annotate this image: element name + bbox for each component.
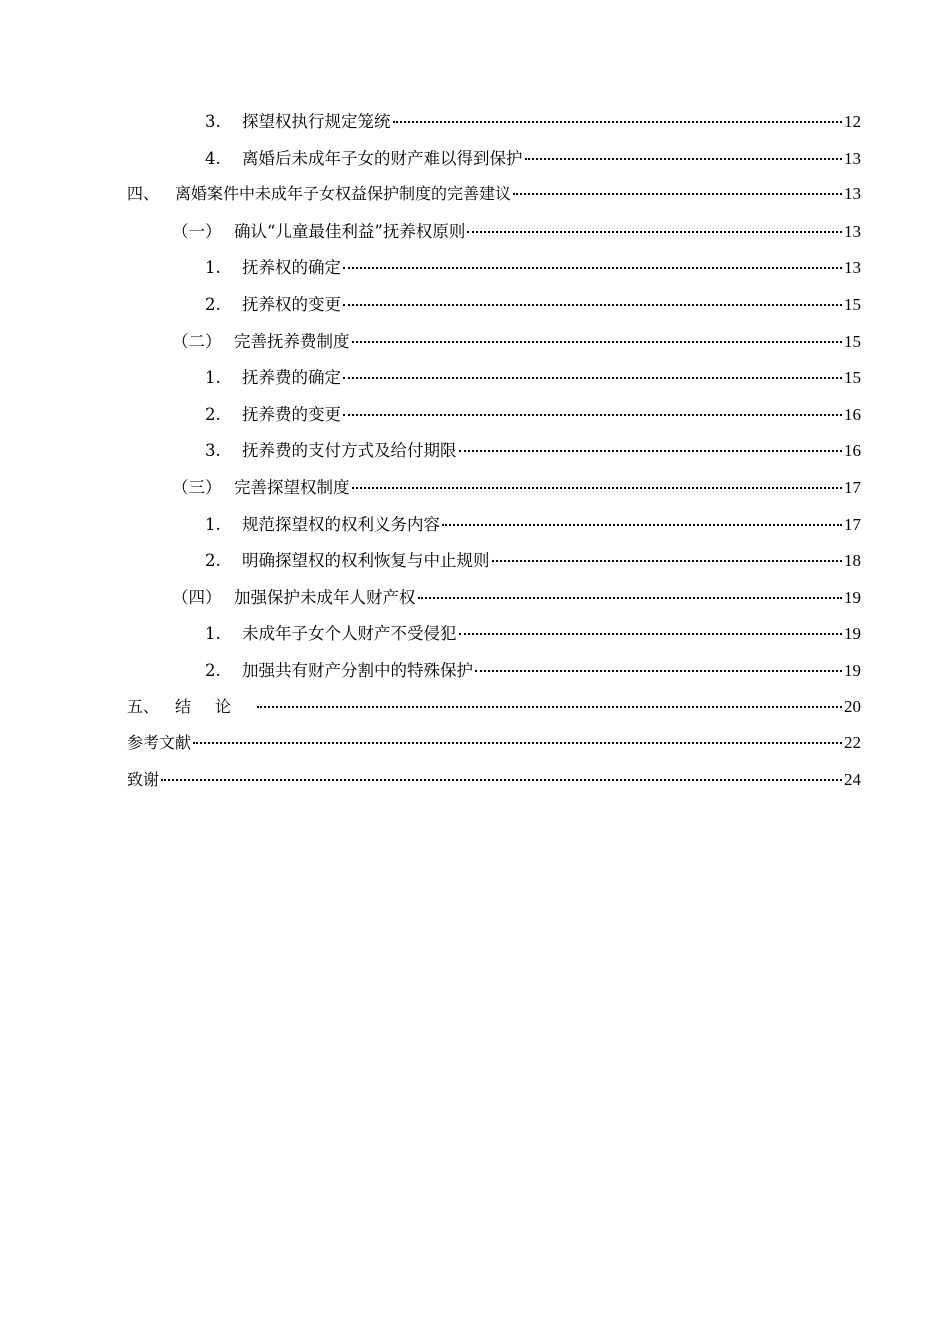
dot-leader <box>459 633 843 635</box>
dot-leader <box>513 193 842 195</box>
toc-entry[interactable] <box>127 620 861 657</box>
toc-entry-title: 抚养费的支付方式及给付期限 <box>242 441 457 461</box>
toc-entry-title: 确认“儿童最佳利益”抚养权原则 <box>234 221 466 241</box>
toc-entry-page: 16 <box>844 404 861 424</box>
toc-entry-number: （一） <box>172 221 222 241</box>
toc-entry-page: 18 <box>844 551 861 571</box>
toc-entry[interactable] <box>127 254 861 291</box>
toc-entry-title: 未成年子女个人财产不受侵犯 <box>242 624 457 644</box>
toc-entry[interactable] <box>127 181 861 218</box>
toc-entry-title: 明确探望权的权利恢复与中止规则 <box>242 551 490 571</box>
toc-entry-title: 抚养权的变更 <box>242 294 341 314</box>
toc-entry-page: 13 <box>844 184 861 204</box>
dot-leader <box>352 487 843 489</box>
toc-entry[interactable] <box>127 547 861 584</box>
toc-entry-number: 1. <box>205 514 221 534</box>
toc-entry-page: 15 <box>844 368 861 388</box>
toc-entry-title: 完善探望权制度 <box>234 477 350 497</box>
dot-leader <box>343 377 842 379</box>
toc-entry-number: （三） <box>172 477 222 497</box>
toc-entry-page: 15 <box>844 331 861 351</box>
dot-leader <box>525 158 843 160</box>
toc-entry-page: 19 <box>844 624 861 644</box>
toc-entry-number: （四） <box>172 587 222 607</box>
toc-entry-number: 1. <box>205 258 221 278</box>
toc-entry-page: 19 <box>844 660 861 680</box>
toc-entry-title: 抚养费的变更 <box>242 404 341 424</box>
toc-entry-page: 20 <box>844 696 861 716</box>
dot-leader <box>161 779 842 781</box>
toc-entry-page: 15 <box>844 294 861 314</box>
toc-entry-page: 13 <box>844 258 861 278</box>
toc-entry-number: 2. <box>205 294 221 314</box>
toc-entry[interactable] <box>127 694 861 731</box>
toc-entry-title: 结论 <box>175 696 256 716</box>
toc-entry-page: 24 <box>844 769 861 789</box>
toc-entry-page: 17 <box>844 477 861 497</box>
toc-entry-number: 3. <box>205 441 221 461</box>
toc-entry-number: 五、 <box>127 696 160 716</box>
toc-entry-number: 四、 <box>127 184 160 204</box>
dot-leader <box>393 121 843 123</box>
toc-entry[interactable] <box>127 767 861 804</box>
toc-entry-page: 13 <box>844 221 861 241</box>
dot-leader <box>459 450 843 452</box>
toc-entry-title: 完善抚养费制度 <box>234 331 350 351</box>
toc-entry[interactable] <box>127 437 861 474</box>
toc-entry[interactable] <box>127 291 861 328</box>
toc-entry-page: 16 <box>844 441 861 461</box>
toc-entry-page: 13 <box>844 148 861 168</box>
toc-entry-title: 致谢 <box>127 769 160 789</box>
toc-entry-number: 1. <box>205 624 221 644</box>
toc-entry-title: 参考文献 <box>127 733 192 753</box>
toc-entry[interactable] <box>127 218 861 255</box>
toc-entry-title: 抚养权的确定 <box>242 258 341 278</box>
toc-entry-title: 加强共有财产分割中的特殊保护 <box>242 660 473 680</box>
dot-leader <box>343 414 842 416</box>
dot-leader <box>352 341 843 343</box>
table-of-contents <box>127 108 861 803</box>
toc-entry[interactable] <box>127 657 861 694</box>
toc-entry[interactable] <box>127 474 861 511</box>
toc-entry[interactable] <box>127 730 861 767</box>
toc-entry-number: 1. <box>205 368 221 388</box>
toc-entry-page: 19 <box>844 587 861 607</box>
toc-entry[interactable] <box>127 328 861 365</box>
toc-entry-title: 加强保护未成年人财产权 <box>234 587 416 607</box>
toc-entry-title: 规范探望权的权利义务内容 <box>242 514 440 534</box>
toc-entry[interactable] <box>127 584 861 621</box>
toc-entry-page: 22 <box>844 733 861 753</box>
dot-leader <box>418 597 843 599</box>
toc-entry-number: 4. <box>205 148 221 168</box>
dot-leader <box>442 524 842 526</box>
dot-leader <box>343 267 842 269</box>
dot-leader <box>193 742 842 744</box>
toc-entry[interactable] <box>127 401 861 438</box>
toc-entry-title: 离婚后未成年子女的财产难以得到保护 <box>242 148 523 168</box>
dot-leader <box>257 706 842 708</box>
toc-entry[interactable] <box>127 511 861 548</box>
dot-leader <box>343 304 842 306</box>
toc-entry-number: 2. <box>205 551 221 571</box>
toc-entry-title: 抚养费的确定 <box>242 368 341 388</box>
toc-entry[interactable] <box>127 145 861 182</box>
dot-leader <box>467 231 842 233</box>
dot-leader <box>475 670 842 672</box>
toc-entry-page: 17 <box>844 514 861 534</box>
dot-leader <box>492 560 843 562</box>
toc-entry-number: 2. <box>205 660 221 680</box>
toc-entry-number: 3. <box>205 112 221 131</box>
toc-entry[interactable] <box>127 364 861 401</box>
toc-entry-number: （二） <box>172 331 222 351</box>
toc-entry-page: 12 <box>844 112 861 131</box>
toc-entry[interactable] <box>127 108 861 145</box>
toc-entry-title: 离婚案件中未成年子女权益保护制度的完善建议 <box>175 184 512 204</box>
toc-entry-number: 2. <box>205 404 221 424</box>
toc-entry-title: 探望权执行规定笼统 <box>242 112 391 131</box>
